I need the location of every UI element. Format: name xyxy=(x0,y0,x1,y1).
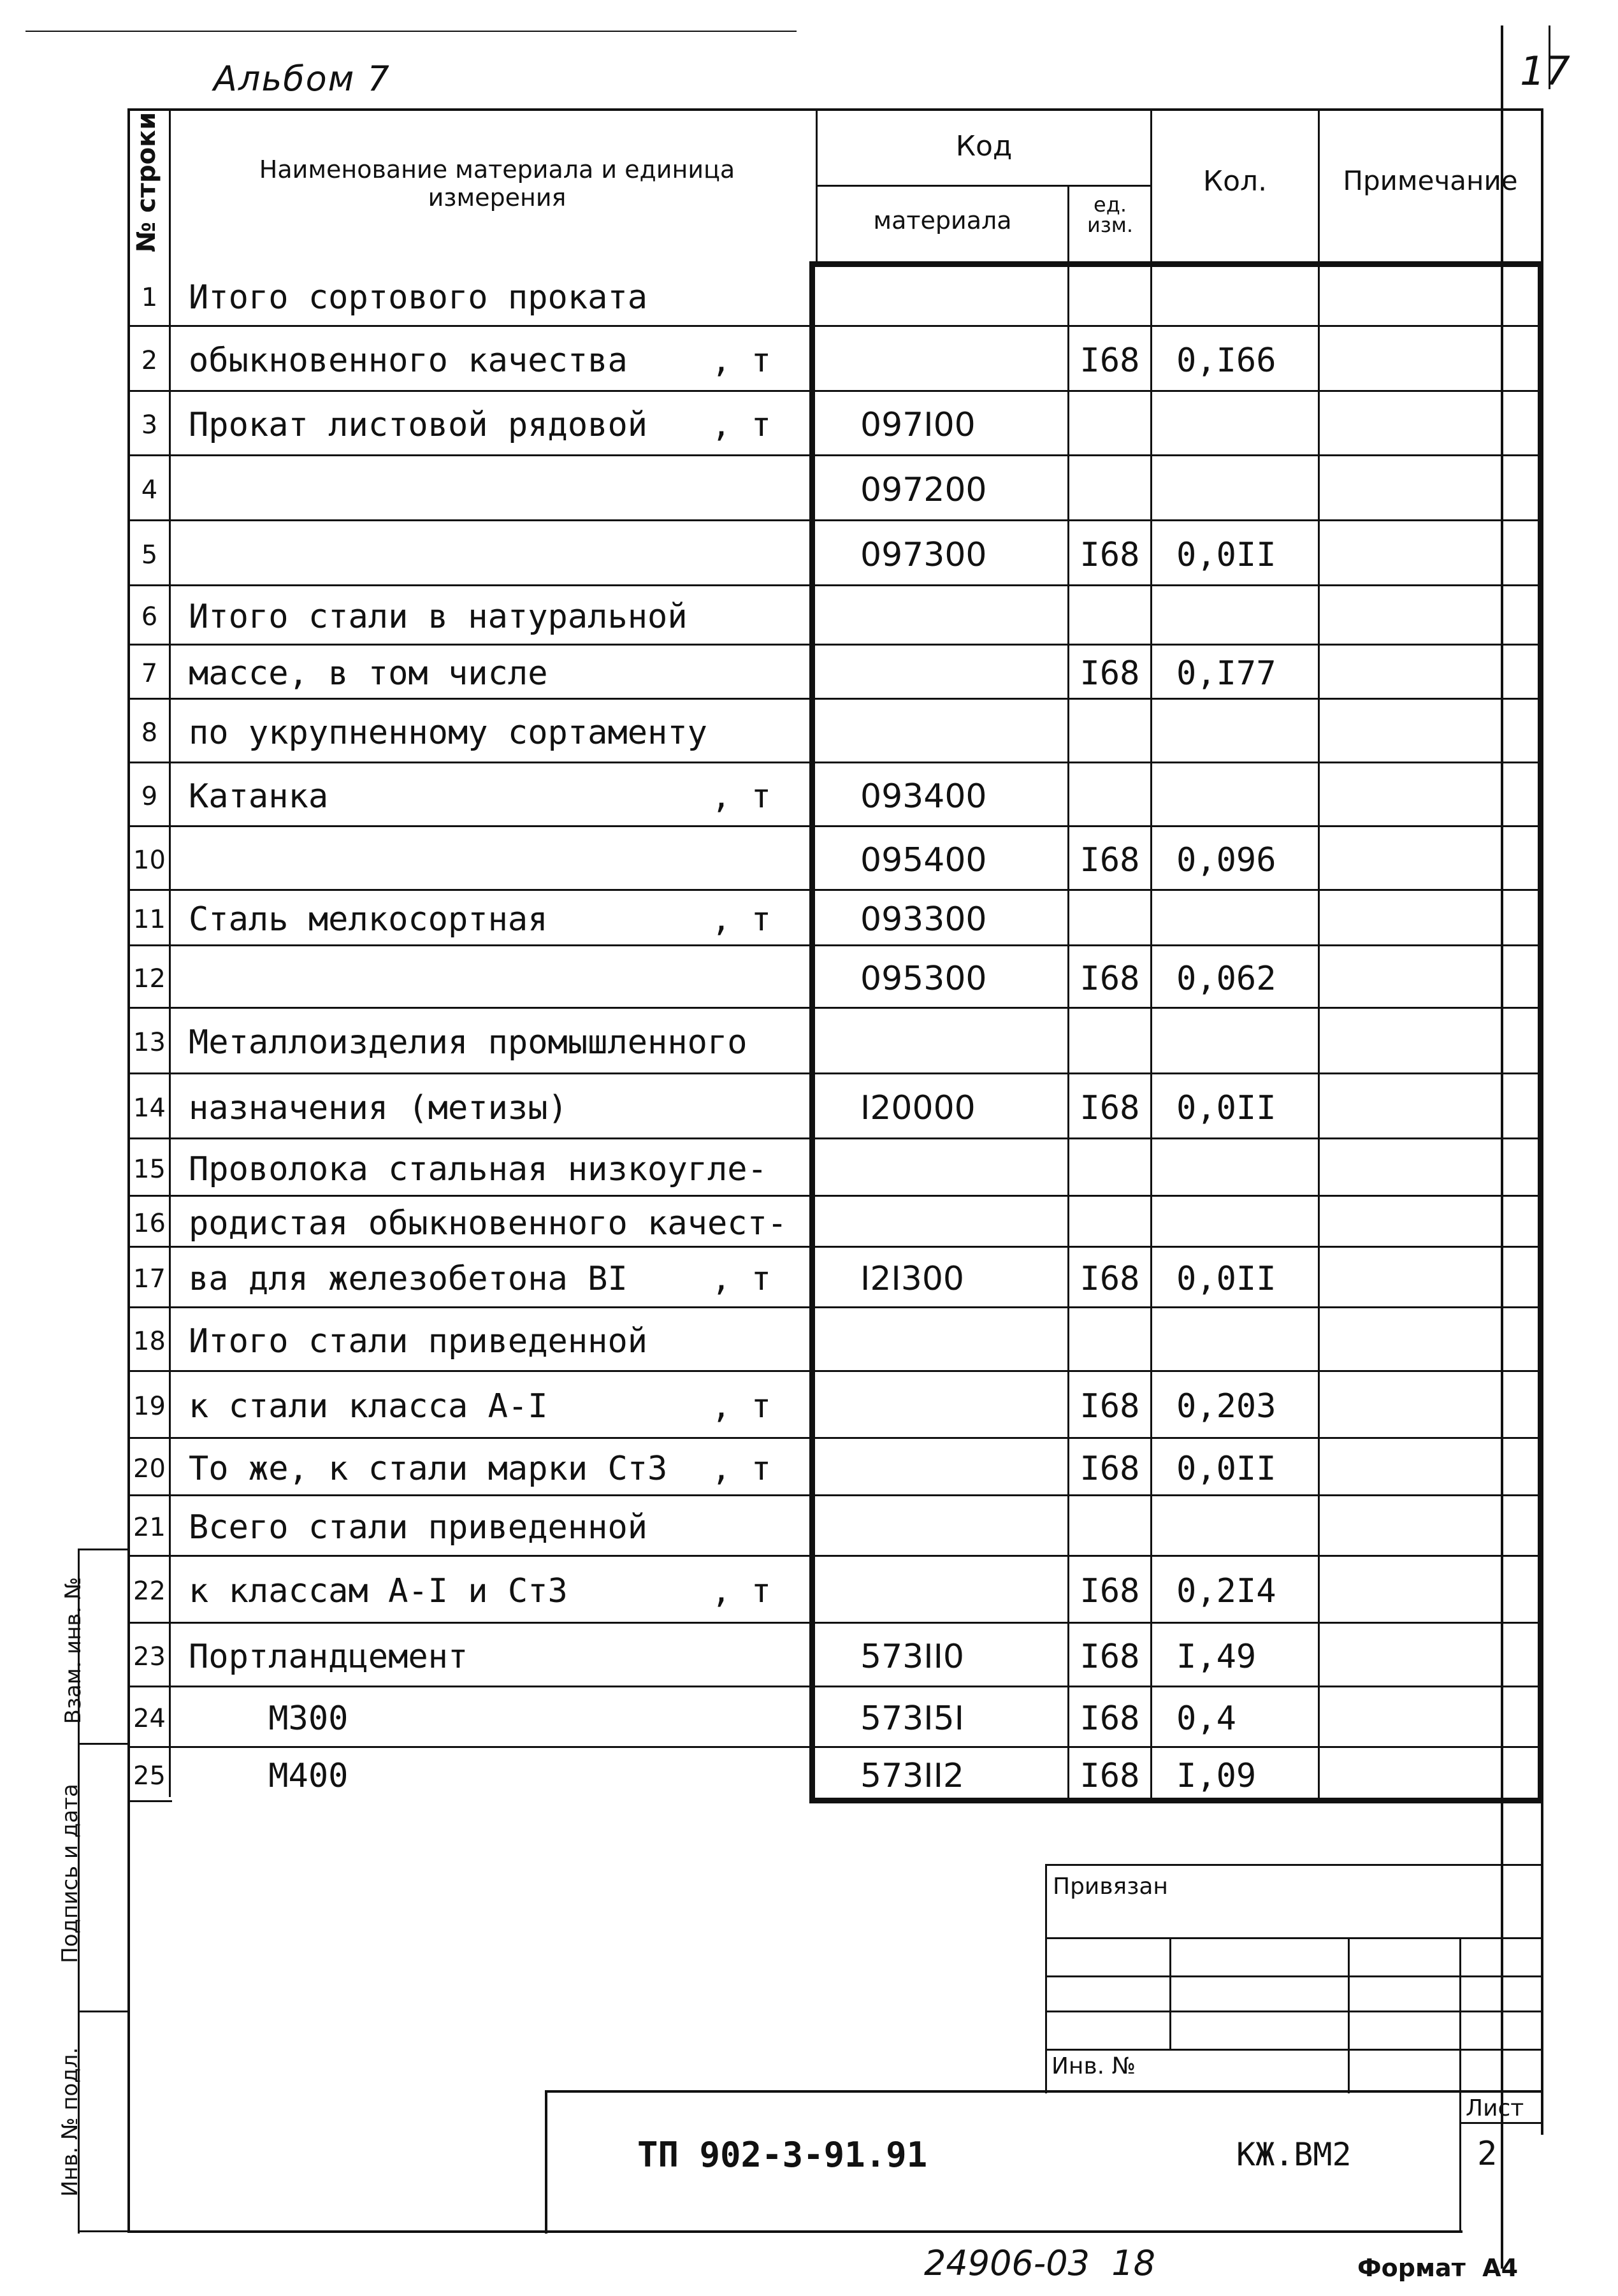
row-quantity: 0,I66 xyxy=(1176,342,1276,380)
tb-main-left xyxy=(545,2090,547,2234)
row-unit: , т xyxy=(711,1450,771,1488)
row-quantity xyxy=(1152,390,1318,454)
row-unit xyxy=(171,825,809,889)
row-quantity xyxy=(1152,1494,1318,1555)
row-quantity xyxy=(1152,584,1318,644)
row-number: 15 xyxy=(133,1155,166,1184)
row-unit xyxy=(171,1746,809,1800)
row-name: Сталь мелкосортная xyxy=(189,900,548,939)
album-label: Альбом 7 xyxy=(213,59,391,99)
row-unit xyxy=(171,1072,809,1137)
row-number: 2 xyxy=(141,346,158,375)
row-material-code: 093300 xyxy=(860,900,987,939)
row-unit xyxy=(171,454,809,519)
row-unit xyxy=(171,698,809,762)
row-material-code: 573II0 xyxy=(860,1638,965,1676)
row-material-code xyxy=(816,1007,1067,1072)
row-quantity: 0,2I4 xyxy=(1176,1572,1276,1610)
tb-grid-row1 xyxy=(1045,1937,1542,1939)
row-unit: , т xyxy=(711,1260,771,1298)
tb-privyazan-top xyxy=(1045,1864,1542,1866)
side-stamp-bottom xyxy=(78,2230,129,2232)
tb-grid-row2 xyxy=(1045,1975,1542,1977)
row-number: 6 xyxy=(141,602,158,632)
row-name: Металлоизделия промышленного xyxy=(189,1023,748,1062)
row-material-code xyxy=(816,1195,1067,1246)
row-unit xyxy=(171,944,809,1007)
top-rule xyxy=(25,31,797,32)
side-stamp-inv: Инв. № подл. xyxy=(57,2047,83,2197)
row-unit-code xyxy=(1069,1007,1150,1072)
row-number: 4 xyxy=(141,475,158,505)
row-quantity: 0,203 xyxy=(1176,1387,1276,1426)
row-name: массе, в том числе xyxy=(189,654,548,693)
row-unit xyxy=(171,584,809,644)
row-unit: , т xyxy=(711,342,771,380)
row-material-code: 095300 xyxy=(860,960,987,998)
row-material-code xyxy=(816,1555,1067,1622)
row-unit-code: I68 xyxy=(1080,1450,1140,1488)
row-quantity: 0,0II xyxy=(1176,1450,1276,1488)
row-unit xyxy=(171,1137,809,1195)
tb-privyazan-left xyxy=(1045,1864,1047,2093)
row-quantity: 0,0II xyxy=(1176,1089,1276,1127)
ed-col-line xyxy=(1067,185,1069,264)
row-name: по укрупненному сортаменту xyxy=(189,714,707,752)
side-stamp-div2 xyxy=(78,2011,129,2012)
row-unit xyxy=(171,644,809,698)
side-stamp-div1 xyxy=(78,1743,129,1745)
row-material-code: 093400 xyxy=(860,777,987,816)
row-quantity: 0,0II xyxy=(1176,536,1276,574)
row-quantity: 0,0II xyxy=(1176,1260,1276,1298)
row-material-code: I2I300 xyxy=(860,1260,965,1298)
row-number: 25 xyxy=(133,1761,166,1791)
row-number: 14 xyxy=(133,1094,166,1123)
row-name: к стали класса А-I xyxy=(189,1387,548,1426)
row-number: 13 xyxy=(133,1028,166,1057)
tb-inv-label: Инв. № xyxy=(1051,2053,1136,2079)
tb-list-split xyxy=(1459,2122,1542,2124)
row-unit xyxy=(171,1195,809,1246)
row-quantity xyxy=(1152,889,1318,944)
tb-list-label: Лист xyxy=(1466,2095,1524,2121)
row-number: 21 xyxy=(133,1513,166,1542)
header-code-unit: ед. изм. xyxy=(1087,194,1134,237)
row-material-code: 095400 xyxy=(860,841,987,879)
row-unit-code xyxy=(1069,264,1150,325)
row-name: Итого сортового проката xyxy=(189,278,648,317)
side-stamp-podpis: Подпись и дата xyxy=(57,1784,83,1963)
row-material-code xyxy=(816,325,1067,390)
row-material-code xyxy=(816,1370,1067,1437)
tb-grid-col3 xyxy=(1459,1937,1461,2230)
tb-grid-row3 xyxy=(1045,2011,1542,2012)
row-number: 8 xyxy=(141,718,158,747)
data-qty-right-line xyxy=(1318,264,1320,1800)
tb-mark: КЖ.ВМ2 xyxy=(1236,2136,1352,2173)
row-material-code: I20000 xyxy=(860,1089,976,1127)
row-number: 11 xyxy=(133,905,166,934)
row-material-code: 573II2 xyxy=(860,1757,965,1795)
header-qty: Кол. xyxy=(1203,166,1268,198)
header-code-material: материала xyxy=(873,207,1012,235)
row-name: М300 xyxy=(189,1700,349,1738)
row-name: То же, к стали марки Ст3 xyxy=(189,1450,668,1488)
row-quantity xyxy=(1152,1195,1318,1246)
row-number: 3 xyxy=(141,410,158,440)
row-number: 19 xyxy=(133,1392,166,1421)
row-unit-code: I68 xyxy=(1080,1572,1140,1610)
row-unit-code: I68 xyxy=(1080,536,1140,574)
tb-main-top xyxy=(545,2090,1542,2093)
row-quantity xyxy=(1152,1137,1318,1195)
row-unit-code: I68 xyxy=(1080,1387,1140,1426)
row-number: 22 xyxy=(133,1577,166,1606)
row-material-code: 573I5I xyxy=(860,1700,965,1738)
row-divider xyxy=(127,1800,172,1802)
row-unit-code xyxy=(1069,698,1150,762)
row-unit-code xyxy=(1069,390,1150,454)
row-unit xyxy=(171,264,809,325)
row-material-code xyxy=(816,1494,1067,1555)
row-unit: , т xyxy=(711,777,771,816)
row-unit-code xyxy=(1069,454,1150,519)
row-name: ва для железобетона ВI xyxy=(189,1260,628,1298)
row-number: 18 xyxy=(133,1327,166,1356)
row-unit xyxy=(171,1622,809,1686)
row-number: 20 xyxy=(133,1454,166,1484)
row-number: 17 xyxy=(133,1264,166,1294)
row-unit-code xyxy=(1069,1306,1150,1370)
row-unit: , т xyxy=(711,406,771,444)
row-quantity xyxy=(1152,698,1318,762)
row-name: обыкновенного качества xyxy=(189,342,628,380)
row-unit xyxy=(171,1686,809,1746)
row-name: Портландцемент xyxy=(189,1638,468,1676)
row-unit: , т xyxy=(711,900,771,939)
row-unit-code xyxy=(1069,889,1150,944)
header-name: Наименование материала и единица измерения xyxy=(259,156,735,212)
row-unit: , т xyxy=(711,1387,771,1426)
row-name: к классам А-I и Ст3 xyxy=(189,1572,568,1610)
row-unit-code xyxy=(1069,584,1150,644)
row-name: Итого стали приведенной xyxy=(189,1322,648,1361)
tb-doc-code: ТП 902-3-91.91 xyxy=(637,2135,928,2175)
row-number: 12 xyxy=(133,964,166,993)
row-unit-code: I68 xyxy=(1080,1260,1140,1298)
row-name: Катанка xyxy=(189,777,329,816)
row-material-code xyxy=(816,1437,1067,1494)
header-note: Примечание xyxy=(1343,166,1518,196)
side-stamp-vzam: Взам. инв. № xyxy=(61,1577,86,1724)
row-material-code: 097I00 xyxy=(860,406,976,444)
row-unit xyxy=(171,519,809,584)
footer-archive-number: 24906-03 18 xyxy=(924,2243,1156,2283)
row-name: родистая обыкновенного качест- xyxy=(189,1204,788,1243)
row-name: М400 xyxy=(189,1757,349,1795)
tb-list-number: 2 xyxy=(1477,2135,1498,2173)
row-unit xyxy=(171,1306,809,1370)
row-quantity xyxy=(1152,264,1318,325)
row-unit-code: I68 xyxy=(1080,1089,1140,1127)
row-unit xyxy=(171,1494,809,1555)
row-quantity: I,09 xyxy=(1176,1757,1257,1795)
row-unit-code: I68 xyxy=(1080,654,1140,693)
tb-right xyxy=(1541,1803,1543,2135)
row-quantity: 0,096 xyxy=(1176,841,1276,879)
tb-privyazan-label: Привязан xyxy=(1053,1874,1168,1900)
row-material-code xyxy=(816,1137,1067,1195)
row-unit-code xyxy=(1069,1137,1150,1195)
row-unit-code: I68 xyxy=(1080,342,1140,380)
row-name: назначения (метизы) xyxy=(189,1089,568,1127)
row-name: Всего стали приведенной xyxy=(189,1508,648,1547)
row-material-code xyxy=(816,698,1067,762)
row-material-code xyxy=(816,584,1067,644)
row-quantity xyxy=(1152,762,1318,825)
row-unit-code: I68 xyxy=(1080,1757,1140,1795)
row-unit: , т xyxy=(711,1572,771,1610)
row-unit-code: I68 xyxy=(1080,1638,1140,1676)
row-number: 1 xyxy=(141,283,158,312)
row-quantity xyxy=(1152,1007,1318,1072)
row-unit-code: I68 xyxy=(1080,1700,1140,1738)
row-quantity: 0,062 xyxy=(1176,960,1276,998)
header-code: Код xyxy=(955,131,1013,162)
row-unit-code: I68 xyxy=(1080,960,1140,998)
row-quantity: I,49 xyxy=(1176,1638,1257,1676)
tb-grid-col2 xyxy=(1348,1937,1350,2093)
row-unit-code xyxy=(1069,762,1150,825)
side-stamp-top xyxy=(78,1549,129,1550)
header-rownum: № строки xyxy=(132,112,161,252)
tb-grid-row4 xyxy=(1045,2049,1542,2051)
row-quantity xyxy=(1152,454,1318,519)
row-quantity: 0,4 xyxy=(1176,1700,1236,1738)
tb-grid-col1 xyxy=(1169,1937,1171,2049)
row-quantity xyxy=(1152,1306,1318,1370)
row-unit-code: I68 xyxy=(1080,841,1140,879)
row-material-code xyxy=(816,1306,1067,1370)
sheet-corner-number: 17 xyxy=(1520,48,1570,94)
row-number: 5 xyxy=(141,540,158,570)
code-subheader-line xyxy=(816,185,1152,187)
row-number: 10 xyxy=(133,846,166,875)
row-number: 7 xyxy=(141,659,158,688)
row-number: 23 xyxy=(133,1642,166,1671)
row-material-code: 097300 xyxy=(860,536,987,574)
row-name: Итого стали в натуральной xyxy=(189,598,688,636)
tb-bottom xyxy=(127,2230,1463,2233)
row-quantity: 0,I77 xyxy=(1176,654,1276,693)
row-number: 24 xyxy=(133,1704,166,1733)
row-number: 9 xyxy=(141,782,158,811)
row-material-code xyxy=(816,264,1067,325)
row-material-code xyxy=(816,644,1067,698)
row-unit xyxy=(171,1007,809,1072)
footer-format: Формат А4 xyxy=(1357,2254,1519,2282)
row-number: 16 xyxy=(133,1209,166,1238)
row-unit-code xyxy=(1069,1195,1150,1246)
table-top-border xyxy=(127,108,1542,111)
row-name: Проволока стальная низкоугле- xyxy=(189,1150,767,1188)
row-material-code: 097200 xyxy=(860,471,987,509)
row-name: Прокат листовой рядовой xyxy=(189,406,648,444)
row-unit-code xyxy=(1069,1494,1150,1555)
